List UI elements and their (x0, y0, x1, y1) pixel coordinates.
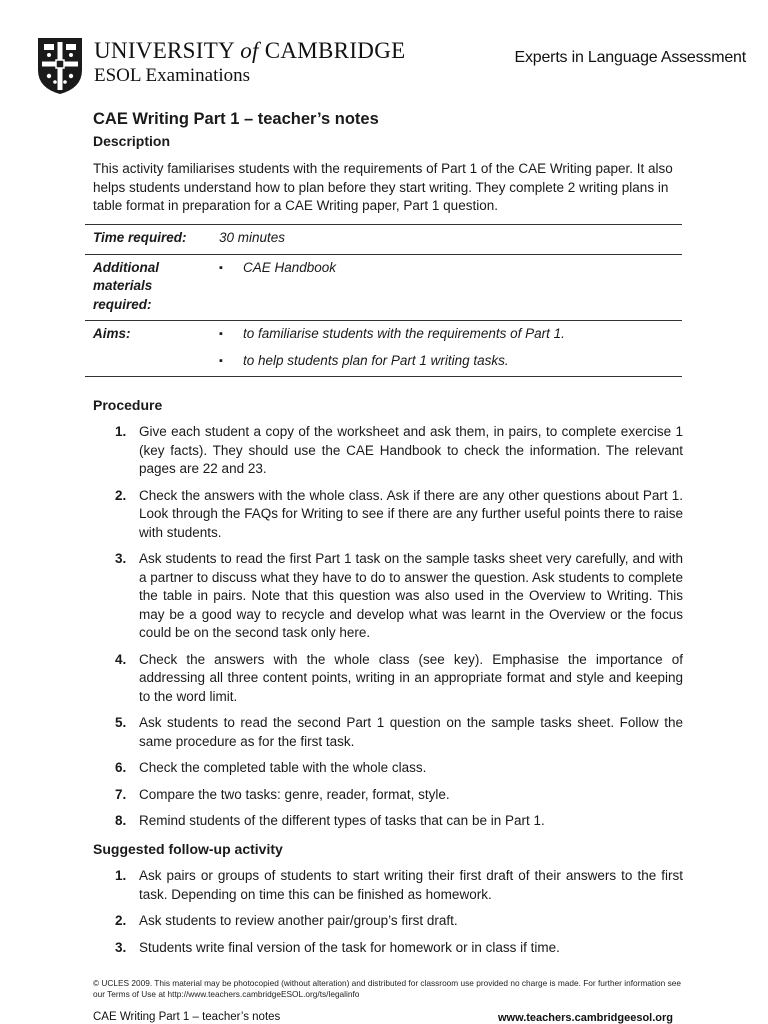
footer-title: CAE Writing Part 1 – teacher’s notes (93, 1011, 281, 1023)
time-label: Time required: (93, 230, 187, 245)
materials-list (219, 259, 674, 278)
materials-item: ▪ CAE Handbook (219, 259, 674, 278)
list-item: 3. Students write final version of the task for homework or in class if time. (93, 939, 683, 958)
list-item: 2. Check the answers with the whole class. Ask if there are any other questions about Part 1. Look through the FAQs for Writing to see if there are any further useful points there to raise with students. (115, 487, 683, 540)
item-number: 3. (115, 551, 127, 566)
materials-label: Additional materials required: (93, 259, 159, 312)
list-item: 6. Check the completed table with the whole class. (93, 759, 683, 778)
procedure-heading: Procedure (93, 397, 163, 413)
list-item: 2. Ask students to review another pair/group’s first draft. (93, 912, 683, 931)
aims-item: ▪ to familiarise students with the requirements of Part 1. (219, 325, 674, 344)
university-name: UNIVERSITY of CAMBRIDGE (94, 38, 406, 63)
aims-item: ▪ to help students plan for Part 1 writing tasks. (219, 352, 674, 371)
page-title: CAE Writing Part 1 – teacher’s notes (93, 110, 379, 128)
cambridge-crest-icon (36, 36, 84, 96)
materials-row (85, 254, 682, 321)
info-table (85, 224, 682, 377)
list-item: 1. Ask pairs or groups of students to start writing their first draft of their answers to the first task. Depending on time this can be finished as homework. (115, 868, 683, 902)
list-item: 7. Compare the two tasks: genre, reader, format, style. (93, 786, 683, 805)
item-number: 2. (115, 913, 127, 928)
aims-label: Aims: (93, 326, 131, 341)
followup-list (93, 867, 683, 965)
item-number: 3. (115, 939, 127, 955)
copyright-notice: © UCLES 2009. This material may be photocopied (without alteration) and distributed for classroom use provided no charge is made. For further information see our Terms of Use at http://www.teachers.cambridgeESOL.org/ts/legalinfo (93, 978, 681, 999)
time-value: 30 minutes (219, 230, 286, 245)
item-number: 4. (115, 651, 127, 667)
footer-website-link[interactable]: www.teachers.cambridgeesol.org (497, 1012, 673, 1024)
list-item: 3. Ask students to read the first Part 1 task on the sample tasks sheet very carefully, and with a partner to discuss what they have to do to answer the question. Ask students to complete the table in pairs. Note that this question was also used in the Overview to Writing. This may be a good way to recycle and develop what was learnt in the Overview or the focus could be on the second task only here. (115, 551, 683, 640)
aims-list (219, 325, 674, 370)
list-item: 4. Check the answers with the whole class (see key). Emphasise the importance of addressing all three content points, writing in an appropriate format and style and keeping to the word limit. (115, 651, 683, 704)
list-item: 1. Give each student a copy of the worksheet and ask them, in pairs, to complete exercise 1 (key facts). They should use the CAE Handbook to check the information. The relevant pages are 22 and 23. (115, 424, 683, 476)
list-item: 8. Remind students of the different types of tasks that can be in Part 1. (93, 812, 683, 831)
item-number: 6. (115, 760, 127, 775)
esol-examinations: ESOL Examinations (94, 65, 251, 86)
item-number: 1. (115, 868, 127, 883)
description-heading: Description (93, 133, 171, 149)
item-number: 8. (115, 813, 127, 828)
followup-heading: Suggested follow-up activity (93, 841, 283, 857)
aims-row (85, 321, 682, 377)
item-number: 5. (115, 715, 127, 730)
item-number: 1. (115, 424, 127, 439)
time-row (85, 225, 682, 255)
item-number: 2. (115, 487, 127, 503)
tagline: Experts in Language Assessment (514, 49, 746, 66)
description-text: This activity familiarises students with the requirements of Part 1 of the CAE Writing paper. It also helps students understand how to plan before they start writing. They complete 2 writing plans in table format in preparation for a CAE Writing paper, Part 1 question. (93, 161, 673, 213)
procedure-list (93, 423, 683, 839)
page-header (36, 34, 746, 98)
item-number: 7. (115, 786, 127, 802)
list-item: 5. Ask students to read the second Part 1 question on the sample tasks sheet. Follow the same procedure as for the first task. (115, 715, 683, 749)
